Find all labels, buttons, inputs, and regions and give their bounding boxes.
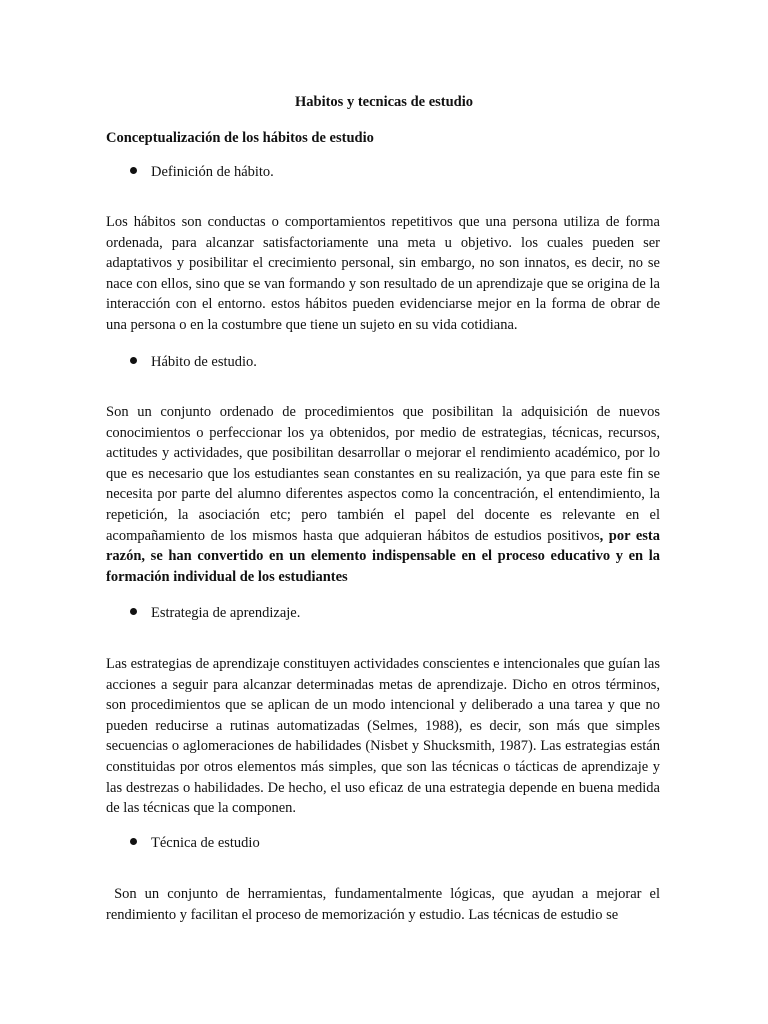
bullet-label: Definición de hábito. [151, 164, 274, 180]
bullet-definicion-habito [130, 162, 274, 182]
paragraph-bold-text: , por esta razón, se han convertido en un elemento indispensable en el proceso educativo y en la formación individual de los estudiantes [106, 527, 660, 585]
bullet-label: Técnica de estudio [151, 835, 260, 851]
bullet-habito-estudio [130, 352, 257, 372]
bullet-dot-icon [130, 167, 137, 174]
bullet-dot-icon [130, 838, 137, 845]
bullet-label: Estrategia de aprendizaje. [151, 605, 301, 621]
bullet-estrategia-aprendizaje [130, 603, 300, 623]
bullet-tecnica-estudio [130, 833, 260, 853]
section-heading: Conceptualización de los hábitos de estudio [106, 130, 374, 146]
document-title: Habitos y tecnicas de estudio [294, 94, 474, 110]
paragraph-text: Son un conjunto ordenado de procedimientos que posibilitan la adquisición de nuevos conocimientos o perfeccionar los ya obtenidos, por medio de estrategias, técnicas, recursos, actitudes y actividades, que posibilitan desarrollar o mejorar el rendimiento académico, por lo que es necesario que los estudiantes sean constantes en su realización, ya que para este fin se necesita por parte del alumno diferentes aspectos como la concentración, el entendimiento, la repetición, la asociación etc; pero también el papel del docente es relevante en el acompañamiento de los mismos hasta que adquieran hábitos de estudios positivos [106, 404, 660, 544]
bullet-dot-icon [130, 608, 137, 615]
bullet-dot-icon [130, 357, 137, 364]
paragraph-estrategia-aprendizaje: Las estrategias de aprendizaje constituyen actividades conscientes e intencionales que guían las acciones a seguir para alcanzar determinadas metas de aprendizaje. Dicho en otros términos, son procedimientos que se aplican de un modo intencional y deliberado a una tarea y que no pueden reducirse a rutinas automatizadas (Selmes, 1988), es decir, son más que simples secuencias o aglomeraciones de habilidades (Nisbet y Shucksmith, 1987). Las estrategias están constituidas por otros elementos más simples, que son las técnicas o tácticas de aprendizaje y las destrezas o habilidades. De hecho, el uso eficaz de una estrategia depende en buena medida de las técnicas que la componen. [106, 656, 660, 817]
paragraph-tecnica-estudio: Son un conjunto de herramientas, fundamentalmente lógicas, que ayudan a mejorar el rendimiento y facilitan el proceso de memorización y estudio. Las técnicas de estudio se [106, 886, 664, 923]
paragraph-definicion-habito: Los hábitos son conductas o comportamientos repetitivos que una persona utiliza de forma ordenada, para alcanzar satisfactoriamente una meta u objetivo. los cuales pueden ser adaptativos y posibilitar el crecimiento personal, sin embargo, no son innatos, es decir, no se nace con ellos, sino que se van formando y son resultado de un aprendizaje que se origina de la interacción con el entorno. estos hábitos pueden evidenciarse mejor en la forma de obrar de una persona o en la costumbre que tiene un sujeto en su vida cotidiana. [106, 214, 660, 333]
paragraph-habito-estudio [106, 402, 660, 587]
bullet-label: Hábito de estudio. [151, 354, 257, 370]
